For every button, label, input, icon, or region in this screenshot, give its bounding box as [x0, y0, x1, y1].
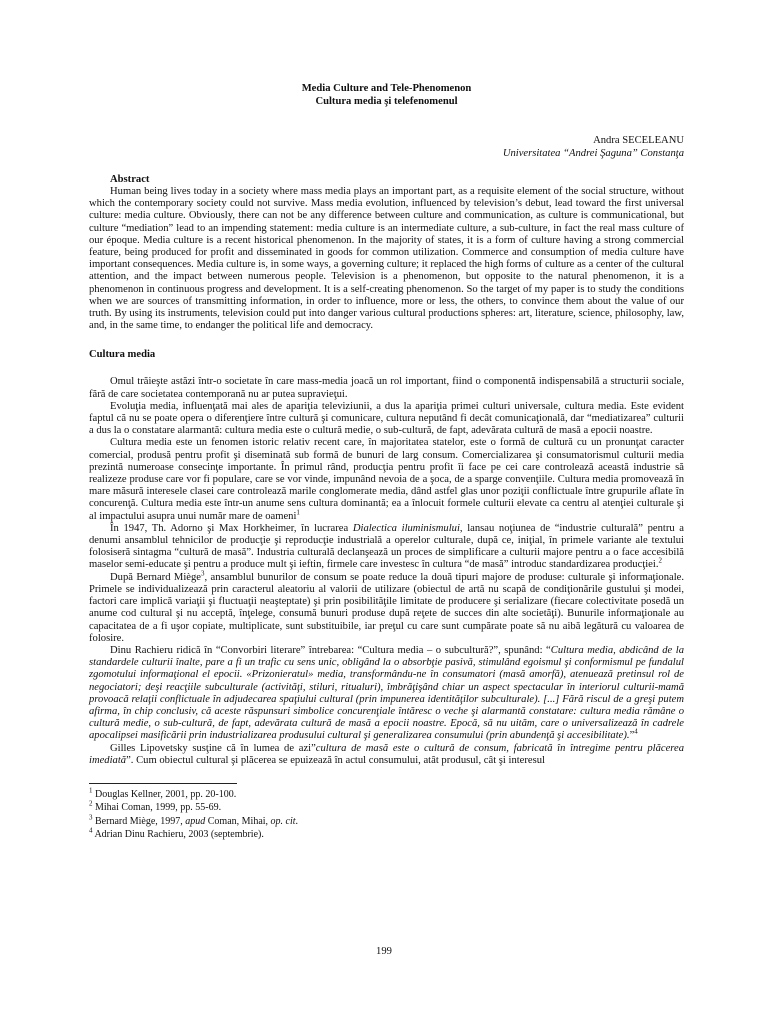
- paragraph-6-text-b: ”: [629, 730, 635, 742]
- author-block: [89, 134, 684, 160]
- section-heading: Cultura media: [89, 349, 156, 361]
- paragraph-3: [89, 437, 684, 522]
- footnote-divider: [89, 783, 237, 784]
- paragraph-4: [89, 523, 684, 572]
- paragraph-6: [89, 645, 684, 743]
- footnote-number: 1: [89, 786, 93, 795]
- footnote-text: Mihai Coman, 1999, pp. 55-69.: [95, 802, 222, 814]
- quote-rachieru: Cultura media, abdicând de la standardele culturii înalte, pare a fi un trafic cu sens unic, obligând la o absorbţie pasivă, stimulând egoismul şi conformismul pe fundalul zgomotului informaţional el epocii. «Prizonieratul» media, transformându-ne în consumatori (masă amorfă), atenuează pretinsul rol de negociatori; deşi reacţiile subculturale (activităţi, stiluri, ritualuri), îmbrăţişând chiar un aspect spectacular în interiorul culturii-mamă provoacă relaţii conflictuale în adjudecarea spaţiului cultural (prin impunerea identităţilor subculturale). [...] Fără riscul de a greşi putem afirma, în chip conclusiv, că aceste răspunsuri simbolice concurenţiale întăresc o veche şi alarmantă constatare: cultura media rămâne o cultură medie, o sub-cultură, de fapt, adevărata cultură de masă a epocii noastre. Epocă, să nu uităm, care o universalizează în cadrele apocalipsei masificării prin industrializarea produsului cultural şi generalizarea consumului (prin abundenţă şi accesibilitate).: [89, 644, 684, 742]
- author-affiliation: Universitatea “Andrei Şaguna” Constanţa: [502, 148, 684, 159]
- footnote-1: [89, 788, 684, 802]
- footnote-number: 3: [89, 813, 93, 822]
- paragraph-1: Omul trăieşte astăzi într-o societate în care mass-media joacă un rol important, fiind o componentă indispensabilă a structurii sociale, fără de care societatea contemporană nu ar putea supravieţui.: [89, 376, 684, 400]
- paragraph-5-text-a: După Bernard Miège: [110, 571, 201, 583]
- abstract-text: Human being lives today in a society where mass media plays an important part, as a requisite element of the social structure, without which the contemporary society could not survive. Mass media evolution, influenced by television’s debut, lead toward the first universal culture: media culture. Obviously, there can not be any difference between culture and communication, as culture is communicational, but culture “mediation” lead to an impending statement: media culture is an intermediate culture, a sub-culture, in fact the real mass culture of our époque. Media culture is a recent historical phenomenon. In the majority of states, it is a form of culture having a strong commercial feature, being produced for profit and disseminated in goods for common utilization. Commerce and consumption of media culture have important consequences. Media culture is, in some ways, a governing culture; it replaced the high forms of culture as a center of the cultural attention, and the impact between numerous people. Television is a phenomenon, but opposite to the natural phenomenon, it is a phenomenon in continuous progress and development. It is a self-creating phenomenon. So the target of my paper is to study the conditions when we are sources of transmitting information, in order to influence, more or less, the others, to convince them about the value of our truth. By using its instruments, television could put into danger various cultural productions spheres: art, literature, science, philosophy, law, and, in the same time, to endanger the political life and democracy.: [89, 186, 684, 332]
- footnote-op-cit: op. cit: [270, 815, 296, 827]
- author-name: Andra SECELEANU: [593, 135, 684, 146]
- paragraph-5: [89, 569, 684, 645]
- paragraph-7-text-a: Gilles Lipovetsky susţine că în lumea de azi”: [110, 742, 316, 754]
- footnote-ref-3: 3: [200, 569, 205, 578]
- footnote-4: [89, 828, 684, 842]
- paragraph-2: Evoluţia media, influenţată mai ales de apariţia televiziunii, a dus la apariţia primei culturi universale, cultura media. Este evident faptul că nu se poate opera o diferenţiere între cultură şi comunicare, cultura neputând fi decât comunicaţională, dar “mediatizarea” culturii a dus la o constatare alarmantă: cultura media este o cultură medie, o sub-cultură, de fapt, adevărata cultură de masă a epocii noastre.: [89, 400, 684, 437]
- footnote-text-b: Coman, Mihai,: [205, 815, 271, 827]
- paragraph-3-text: Cultura media este un fenomen istoric relativ recent care, în majoritatea statelor, este o formă de cultură cu un pronunţat caracter comercial, produsă pentru profit şi diseminată sub formă de bunuri de larg consum. Comercializarea şi consumatorismul culturii media prezintă numeroase consecinţe importante. În primul rând, producţia pentru profit îi face pe cei care controlează această industrie să realizeze produse care vor fi populare, care se vor vinde, impunând nevoia de a şoca, de a sparge convenţiile. Cultura media promovează în mare măsură interesele clasei care controlează marile conglomerate media, dând astfel glas unor poziţii conflictuale între grupurile aflate în concurenţă. Cultura media este într-un anume sens cultura dominantă; ea a înlocuit formele culturii elevate ca centru al atenţiei culturale şi al impactului asupra unui număr mare de oameni: [89, 437, 684, 522]
- paragraph-7-text-b: ”. Cum obiectul cultural şi plăcerea se epuizează în actul consumului, atât produsul, cât şi interesul: [126, 754, 545, 766]
- footnote-ref-2: 2: [658, 556, 662, 565]
- footnote-ref-1: 1: [296, 508, 300, 517]
- footnote-number: 2: [89, 800, 93, 809]
- paragraph-4-text-a: În 1947, Th. Adorno şi Max Horkheimer, în lucrarea: [110, 522, 353, 534]
- title-romanian: Cultura media şi telefenomenul: [315, 96, 458, 107]
- title-english: Media Culture and Tele-Phenomenon: [301, 83, 472, 94]
- footnote-apud: apud: [185, 815, 206, 827]
- footnotes: [89, 788, 684, 842]
- paragraph-4-text-b: , lansau noţiunea de “industrie culturală” pentru a denumi ansamblul tehnicilor de producţie şi reproducţie industrială a operelor culturale, după ce, iniţial, în primele variante ale textului folosiseră sintagma “cultură de masă”. Industria culturală declanşează un proces de simplificare a culturii majore pentru a o face accesibilă maselor semi-educate şi pentru a produce mult şi ieftin, firmele care investesc în cultura “de masă” introduc standardizarea producţiei.: [89, 522, 685, 571]
- quote-lipovetsky: cultura de masă este o cultură de consum, fabricată în întregime pentru plăcerea imediată: [89, 742, 685, 766]
- abstract-heading: Abstract: [110, 174, 150, 185]
- paragraph-5-text-b: , ansamblul bunurilor de consum se poate reduce la două tipuri majore de produse: culturale şi informaţionale. Primele se individualizează prin caracterul aleatoriu al valorii de utilizare (obiectul de artă nu scapă de condiţionările gustului şi modei, factori care implică variaţii şi fluctuaţii neaşteptate) şi prin posibilităţile limitate de producere şi serializare (fiecare colectivitate posedă un anume cod cultural şi nu acceptă, înţelege, consumă bunuri produse după reţete de succes din alte societăţi). Bunurile informaţionale au capacitatea de a fi uşor copiate, multiplicate, sunt substituibile, iar preţul cu care sunt cumpărate poate să nu aibă legătură cu valoarea de folosire.: [89, 571, 684, 644]
- book-title-dialectica: Dialectica iluminismului: [352, 522, 460, 534]
- paragraph-7: [89, 743, 684, 767]
- page-number: 199: [376, 946, 392, 957]
- footnote-text-a: Bernard Miège, 1997,: [95, 815, 186, 827]
- footnote-text: Adrian Dinu Rachieru, 2003 (septembrie).: [94, 829, 264, 841]
- footnote-number: 4: [89, 827, 93, 836]
- footnote-text-c: .: [295, 815, 299, 827]
- footnote-ref-4: 4: [634, 727, 638, 736]
- footnote-2: [89, 801, 684, 815]
- footnote-3: [89, 815, 684, 829]
- footnote-text: Douglas Kellner, 2001, pp. 20-100.: [95, 788, 237, 800]
- paragraph-6-text-a: Dinu Rachieru ridică în “Convorbiri literare” întrebarea: “Cultura media – o subcultură?”, spunând: “: [110, 644, 551, 656]
